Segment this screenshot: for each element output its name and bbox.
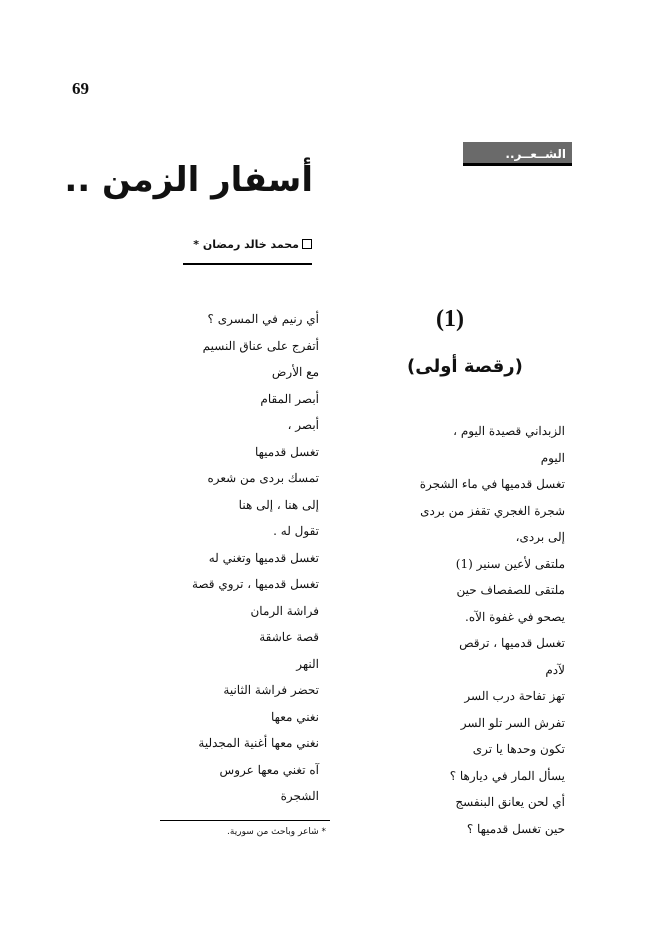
verse-line: تغسل قدميها في ماء الشجرة xyxy=(419,477,565,491)
verse-line: لآدم xyxy=(545,662,565,677)
part-title: (رقصة أولى) xyxy=(407,356,523,377)
part-number: (1) xyxy=(436,306,464,332)
poem-column-left xyxy=(192,306,319,810)
verse-line: تمسك بردى من شعره xyxy=(207,471,319,485)
verse-line: يصحو في غفوة الآه. xyxy=(465,609,565,624)
verse-line: شجرة الغجري تقفز من بردى xyxy=(420,503,565,518)
verse-line: فراشة الرمان xyxy=(250,603,319,618)
verse-line: الزبداني قصيدة اليوم ، xyxy=(453,424,565,438)
section-tag: الشــعــر.. xyxy=(463,142,572,166)
poem-column-right xyxy=(420,418,565,842)
verse-line: مع الأرض xyxy=(271,365,319,379)
footnote-divider xyxy=(160,820,330,821)
verse-line: تفرش السر تلو السر xyxy=(460,715,565,730)
verse-line: أتفرج على عناق النسيم xyxy=(202,338,319,353)
verse-line: تغسل قدميها xyxy=(254,444,319,459)
verse-line: قصة عاشقة xyxy=(259,630,319,644)
verse-line: إلى بردى، xyxy=(515,530,565,544)
verse-line: اليوم xyxy=(540,450,565,465)
verse-line: أبصر المقام xyxy=(260,391,319,406)
verse-line: أي لحن يعانق البنفسج xyxy=(455,795,565,809)
verse-line: ملتقى للصفصاف حين xyxy=(456,583,565,597)
poem-title: أسفار الزمن .. xyxy=(64,160,313,200)
verse-line: تهز تفاحة درب السر xyxy=(464,689,565,703)
verse-line: تقول له . xyxy=(273,524,319,538)
verse-line: تكون وحدها يا ترى xyxy=(472,742,565,756)
verse-line: تغسل قدميها وتغني له xyxy=(208,550,319,565)
verse-line: النهر xyxy=(296,656,319,671)
verse-line: تغسل قدميها ، تروي قصة xyxy=(191,577,319,591)
footnote: * شاعر وباحث من سورية. xyxy=(227,827,326,837)
author-byline xyxy=(183,238,312,265)
verse-line: تغسل قدميها ، ترقص xyxy=(459,636,565,650)
verse-line: حين تغسل قدميها ؟ xyxy=(466,821,565,836)
verse-line: نغني معها أغنية المجدلية xyxy=(198,736,319,750)
verse-line: يسأل المار في ديارها ؟ xyxy=(449,768,565,783)
checkbox-icon xyxy=(302,239,312,249)
verse-line: ملتقى لأعين سنير (1) xyxy=(455,556,565,571)
verse-line: إلى هنا ، إلى هنا xyxy=(238,497,319,512)
verse-line: تحضر فراشة الثانية xyxy=(223,683,319,697)
verse-line: الشجرة xyxy=(280,789,319,803)
verse-line: نغني معها xyxy=(271,709,319,724)
verse-line: آه تغني معها عروس xyxy=(219,762,319,777)
page-number: 69 xyxy=(72,79,89,98)
verse-line: أبصر ، xyxy=(287,418,319,432)
verse-line: أي رنيم في المسرى ؟ xyxy=(207,312,319,326)
author-name: محمد خالد رمضان * xyxy=(193,238,299,251)
